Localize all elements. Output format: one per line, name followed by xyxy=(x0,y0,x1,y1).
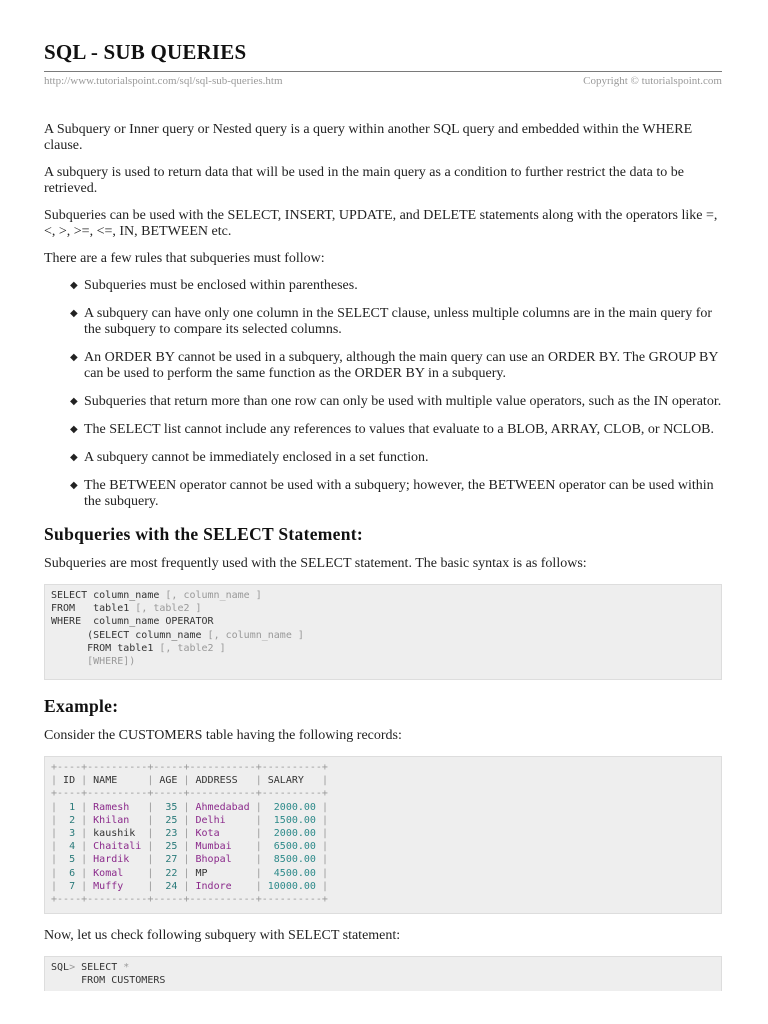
table-cell: Khilan xyxy=(93,814,142,826)
table-row: | 7 | Muffy | 24 | Indore | 10000.00 | xyxy=(51,880,328,892)
table-header-row: | ID | NAME | AGE | ADDRESS | SALARY | xyxy=(51,775,328,787)
code-line: (SELECT column_name [, column_name ] xyxy=(51,629,304,641)
customers-table-block xyxy=(44,756,722,914)
table-cell: kaushik xyxy=(93,828,142,840)
bullet-icon: ◆ xyxy=(70,308,78,319)
table-cell: 24 xyxy=(159,880,178,892)
table-row: | 6 | Komal | 22 | MP | 4500.00 | xyxy=(51,867,328,879)
page-title: SQL - SUB QUERIES xyxy=(44,40,247,64)
table-row: | 3 | kaushik | 23 | Kota | 2000.00 | xyxy=(51,828,328,840)
table-cell: 6 xyxy=(63,867,76,879)
table-row: | 1 | Ramesh | 35 | Ahmedabad | 2000.00 | xyxy=(51,801,328,813)
bullet-icon: ◆ xyxy=(70,396,78,407)
section-select-text: Subqueries are most frequently used with the SELECT statement. The basic syntax is as follows: xyxy=(44,556,587,571)
table-cell: Delhi xyxy=(195,814,250,826)
table-cell: 8500.00 xyxy=(267,854,316,866)
title-rule xyxy=(44,71,722,72)
rules-list xyxy=(44,278,722,510)
table-cell: Indore xyxy=(195,880,250,892)
list-item: ◆ Subqueries must be enclosed within parentheses. xyxy=(70,278,358,293)
table-border: +----+----------+-----+-----------+----------+ xyxy=(51,894,328,906)
column-header: ADDRESS xyxy=(195,775,250,787)
table-cell: 2000.00 xyxy=(267,801,316,813)
table-cell: 25 xyxy=(159,814,178,826)
list-item: ◆ A subquery can have only one column in the SELECT clause, unless multiple columns are in the main query for the subquery to compare its selected columns. xyxy=(70,306,713,337)
code-line: FROM CUSTOMERS xyxy=(51,975,166,987)
table-cell: Ramesh xyxy=(93,801,142,813)
syntax-code-block xyxy=(44,584,722,680)
table-cell: Kota xyxy=(195,828,250,840)
code-line: FROM table1 [, table2 ] xyxy=(51,603,202,615)
list-item: ◆ Subqueries that return more than one row can only be used with multiple value operators, such as the IN operator. xyxy=(70,394,722,409)
table-row: | 2 | Khilan | 25 | Delhi | 1500.00 | xyxy=(51,814,328,826)
intro-paragraph-2: A subquery is used to return data that will be used in the main query as a condition to further restrict the data to be retrieved. xyxy=(44,165,684,196)
table-cell: Mumbai xyxy=(195,841,250,853)
table-cell: 2000.00 xyxy=(267,828,316,840)
table-cell: Bhopal xyxy=(195,854,250,866)
table-cell: MP xyxy=(195,867,250,879)
table-cell: Muffy xyxy=(93,880,142,892)
intro-paragraph-4: There are a few rules that subqueries must follow: xyxy=(44,251,325,266)
column-header: SALARY xyxy=(267,775,316,787)
table-cell: 23 xyxy=(159,828,178,840)
list-item: ◆ The BETWEEN operator cannot be used with a subquery; however, the BETWEEN operator can be used within the subquery. xyxy=(70,478,714,509)
page-meta xyxy=(44,75,722,87)
code-line: [WHERE]) xyxy=(87,656,136,668)
code-line: FROM table1 [, table2 ] xyxy=(51,642,226,654)
intro-paragraph-3: Subqueries can be used with the SELECT, INSERT, UPDATE, and DELETE statements along with the operators like =, <, >, >=, <=, IN, BETWEEN etc. xyxy=(44,208,718,239)
table-cell: Chaitali xyxy=(93,841,142,853)
table-cell: 2 xyxy=(63,814,76,826)
table-cell: 22 xyxy=(159,867,178,879)
table-row: | 5 | Hardik | 27 | Bhopal | 8500.00 | xyxy=(51,854,328,866)
table-border: +----+----------+-----+-----------+----------+ xyxy=(51,788,328,800)
table-cell: 4500.00 xyxy=(267,867,316,879)
column-header: AGE xyxy=(159,775,178,787)
bullet-icon: ◆ xyxy=(70,424,78,435)
bullet-icon: ◆ xyxy=(70,280,78,291)
table-cell: 3 xyxy=(63,828,76,840)
table-row: | 4 | Chaitali | 25 | Mumbai | 6500.00 | xyxy=(51,841,328,853)
query-code-block xyxy=(44,956,722,991)
table-cell: Ahmedabad xyxy=(195,801,250,813)
table-cell: 27 xyxy=(159,854,178,866)
section-heading-example: Example: xyxy=(44,696,119,716)
code-line: SELECT column_name [, column_name ] xyxy=(51,590,262,601)
table-cell: 6500.00 xyxy=(267,841,316,853)
code-line: WHERE column_name OPERATOR xyxy=(51,616,214,628)
source-url: http://www.tutorialspoint.com/sql/sql-sub-queries.htm xyxy=(44,75,283,87)
list-item: ◆ An ORDER BY cannot be used in a subquery, although the main query can use an ORDER BY. The GROUP BY can be used to perform the same function as the ORDER BY in a subquery. xyxy=(70,350,718,381)
copyright-notice: Copyright © tutorialspoint.com xyxy=(583,75,722,87)
list-item: ◆ A subquery cannot be immediately enclosed in a set function. xyxy=(70,450,429,465)
followup-text: Now, let us check following subquery with SELECT statement: xyxy=(44,928,401,943)
example-text: Consider the CUSTOMERS table having the following records: xyxy=(44,728,402,743)
table-cell: 1 xyxy=(63,801,76,813)
column-header: NAME xyxy=(93,775,142,787)
table-cell: Hardik xyxy=(93,854,142,866)
column-header: ID xyxy=(63,775,76,787)
table-cell: 7 xyxy=(63,880,76,892)
table-cell: 10000.00 xyxy=(267,880,316,892)
table-cell: 25 xyxy=(159,841,178,853)
table-cell: 1500.00 xyxy=(267,814,316,826)
document-page xyxy=(44,40,722,991)
bullet-icon: ◆ xyxy=(70,480,78,491)
table-cell: 5 xyxy=(63,854,76,866)
section-heading-select: Subqueries with the SELECT Statement: xyxy=(44,524,364,544)
bullet-icon: ◆ xyxy=(70,452,78,463)
list-item: ◆ The SELECT list cannot include any references to values that evaluate to a BLOB, ARRAY, CLOB, or NCLOB. xyxy=(70,422,715,437)
table-border: +----+----------+-----+-----------+----------+ xyxy=(51,762,328,773)
table-cell: 35 xyxy=(159,801,178,813)
bullet-icon: ◆ xyxy=(70,352,78,363)
intro-paragraph-1: A Subquery or Inner query or Nested query is a query within another SQL query and embedded within the WHERE clause. xyxy=(44,122,693,153)
table-cell: 4 xyxy=(63,841,76,853)
code-line: SQL> SELECT * xyxy=(51,962,130,973)
table-cell: Komal xyxy=(93,867,142,879)
